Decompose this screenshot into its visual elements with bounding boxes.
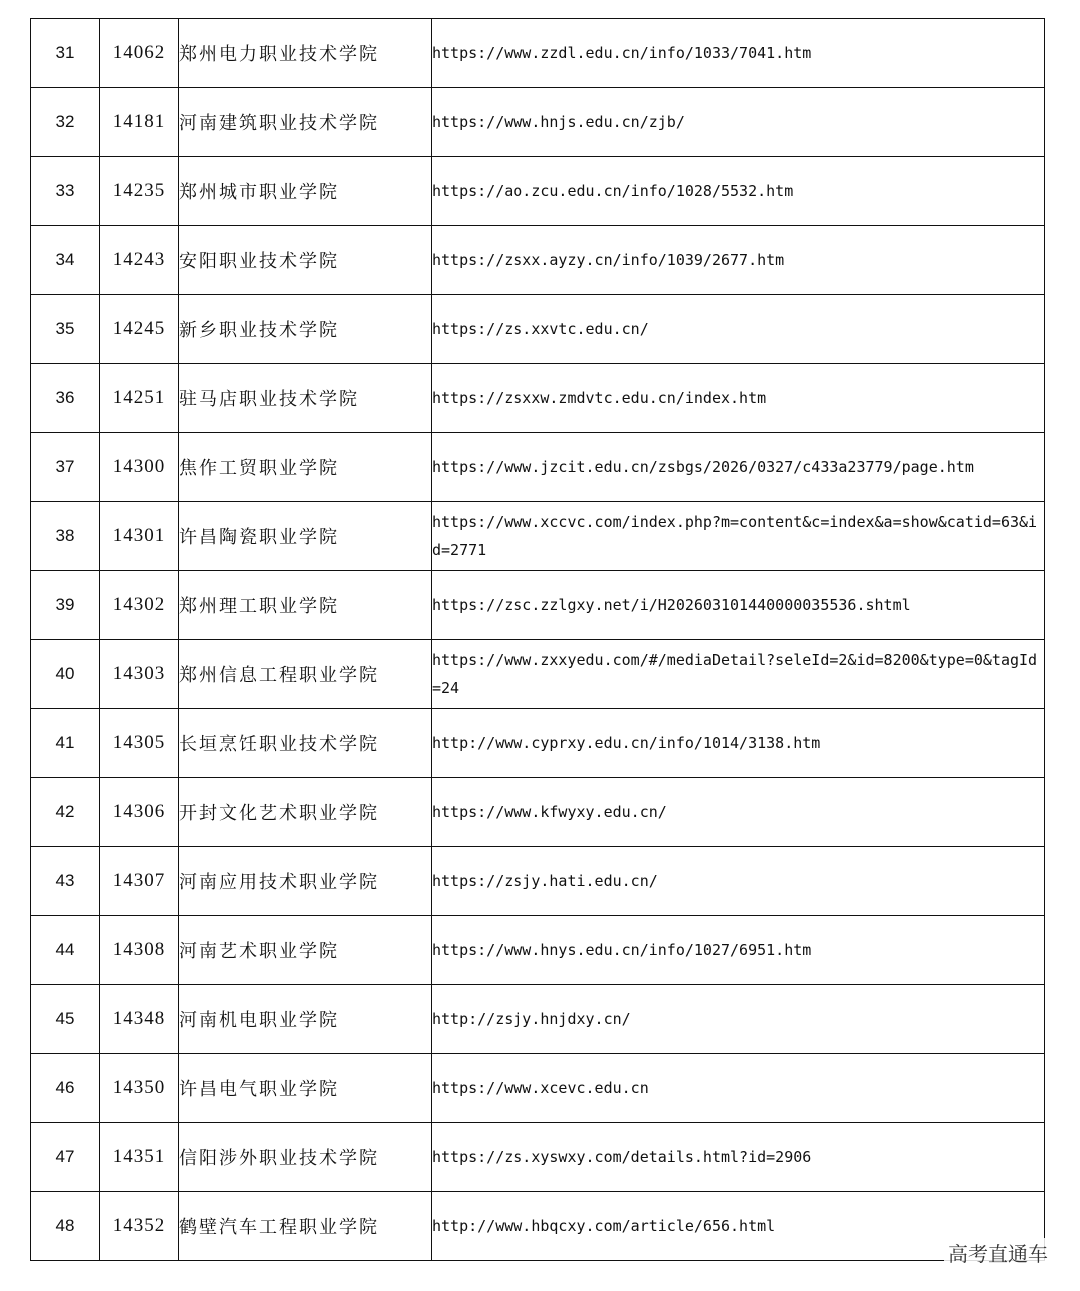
table-row [31, 295, 1045, 364]
notice-url-cell: http://www.hbqcxy.com/article/656.html [432, 1192, 1045, 1261]
college-code-cell: 14348 [100, 985, 179, 1054]
college-name-cell: 新乡职业技术学院 [179, 295, 432, 364]
college-code-cell: 14302 [100, 571, 179, 640]
college-name-cell: 安阳职业技术学院 [179, 226, 432, 295]
watermark-text: 高考直通车 [944, 1238, 1052, 1267]
college-code-cell: 14307 [100, 847, 179, 916]
college-name-cell: 信阳涉外职业技术学院 [179, 1123, 432, 1192]
college-name-cell: 郑州城市职业学院 [179, 157, 432, 226]
row-number-cell: 45 [31, 985, 100, 1054]
college-code-cell: 14062 [100, 19, 179, 88]
notice-url-cell: https://www.zxxyedu.com/#/mediaDetail?seleId=2&id=8200&type=0&tagId=24 [432, 640, 1045, 709]
table-row [31, 847, 1045, 916]
row-number-cell: 44 [31, 916, 100, 985]
notice-url-cell: https://www.hnys.edu.cn/info/1027/6951.htm [432, 916, 1045, 985]
college-code-cell: 14300 [100, 433, 179, 502]
college-code-cell: 14235 [100, 157, 179, 226]
table-row [31, 1192, 1045, 1261]
notice-url-cell: https://zsxx.ayzy.cn/info/1039/2677.htm [432, 226, 1045, 295]
row-number-cell: 31 [31, 19, 100, 88]
notice-url-cell: https://www.hnjs.edu.cn/zjb/ [432, 88, 1045, 157]
table-row [31, 1123, 1045, 1192]
row-number-cell: 39 [31, 571, 100, 640]
row-number-cell: 33 [31, 157, 100, 226]
row-number-cell: 46 [31, 1054, 100, 1123]
college-code-cell: 14308 [100, 916, 179, 985]
table-row [31, 88, 1045, 157]
college-code-cell: 14351 [100, 1123, 179, 1192]
row-number-cell: 36 [31, 364, 100, 433]
college-name-cell: 开封文化艺术职业学院 [179, 778, 432, 847]
college-table [30, 18, 1045, 1261]
table-row [31, 1054, 1045, 1123]
notice-url-cell: https://www.jzcit.edu.cn/zsbgs/2026/0327/c433a23779/page.htm [432, 433, 1045, 502]
notice-url-cell: https://www.xccvc.com/index.php?m=content&c=index&a=show&catid=63&id=2771 [432, 502, 1045, 571]
college-code-cell: 14305 [100, 709, 179, 778]
college-code-cell: 14251 [100, 364, 179, 433]
college-name-cell: 河南建筑职业技术学院 [179, 88, 432, 157]
college-name-cell: 许昌电气职业学院 [179, 1054, 432, 1123]
table-row [31, 364, 1045, 433]
notice-url-cell: https://www.kfwyxy.edu.cn/ [432, 778, 1045, 847]
college-name-cell: 河南应用技术职业学院 [179, 847, 432, 916]
notice-url-cell: https://zsxxw.zmdvtc.edu.cn/index.htm [432, 364, 1045, 433]
row-number-cell: 41 [31, 709, 100, 778]
college-name-cell: 长垣烹饪职业技术学院 [179, 709, 432, 778]
notice-url-cell: https://ao.zcu.edu.cn/info/1028/5532.htm [432, 157, 1045, 226]
table-row [31, 778, 1045, 847]
notice-url-cell: https://www.zzdl.edu.cn/info/1033/7041.htm [432, 19, 1045, 88]
notice-url-cell: https://zs.xyswxy.com/details.html?id=2906 [432, 1123, 1045, 1192]
college-name-cell: 郑州电力职业技术学院 [179, 19, 432, 88]
row-number-cell: 34 [31, 226, 100, 295]
table-row [31, 985, 1045, 1054]
row-number-cell: 37 [31, 433, 100, 502]
table-row [31, 433, 1045, 502]
table-row [31, 19, 1045, 88]
college-code-cell: 14352 [100, 1192, 179, 1261]
notice-url-cell: https://zsjy.hati.edu.cn/ [432, 847, 1045, 916]
row-number-cell: 42 [31, 778, 100, 847]
notice-url-cell: http://zsjy.hnjdxy.cn/ [432, 985, 1045, 1054]
row-number-cell: 38 [31, 502, 100, 571]
college-code-cell: 14245 [100, 295, 179, 364]
college-code-cell: 14301 [100, 502, 179, 571]
college-name-cell: 郑州信息工程职业学院 [179, 640, 432, 709]
notice-url-cell: https://www.xcevc.edu.cn [432, 1054, 1045, 1123]
college-code-cell: 14243 [100, 226, 179, 295]
table-row [31, 709, 1045, 778]
row-number-cell: 40 [31, 640, 100, 709]
table-row [31, 226, 1045, 295]
table-body [31, 19, 1045, 1261]
table-row [31, 157, 1045, 226]
college-name-cell: 许昌陶瓷职业学院 [179, 502, 432, 571]
college-name-cell: 焦作工贸职业学院 [179, 433, 432, 502]
table-row [31, 640, 1045, 709]
table-row [31, 571, 1045, 640]
row-number-cell: 43 [31, 847, 100, 916]
row-number-cell: 48 [31, 1192, 100, 1261]
row-number-cell: 35 [31, 295, 100, 364]
college-code-cell: 14306 [100, 778, 179, 847]
notice-url-cell: https://zsc.zzlgxy.net/i/H202603101440000035536.shtml [432, 571, 1045, 640]
row-number-cell: 32 [31, 88, 100, 157]
notice-url-cell: https://zs.xxvtc.edu.cn/ [432, 295, 1045, 364]
table-row [31, 916, 1045, 985]
college-code-cell: 14303 [100, 640, 179, 709]
college-code-cell: 14350 [100, 1054, 179, 1123]
notice-url-cell: http://www.cyprxy.edu.cn/info/1014/3138.htm [432, 709, 1045, 778]
college-name-cell: 郑州理工职业学院 [179, 571, 432, 640]
college-name-cell: 河南艺术职业学院 [179, 916, 432, 985]
college-name-cell: 鹤壁汽车工程职业学院 [179, 1192, 432, 1261]
row-number-cell: 47 [31, 1123, 100, 1192]
college-name-cell: 河南机电职业学院 [179, 985, 432, 1054]
table-row [31, 502, 1045, 571]
college-name-cell: 驻马店职业技术学院 [179, 364, 432, 433]
college-code-cell: 14181 [100, 88, 179, 157]
